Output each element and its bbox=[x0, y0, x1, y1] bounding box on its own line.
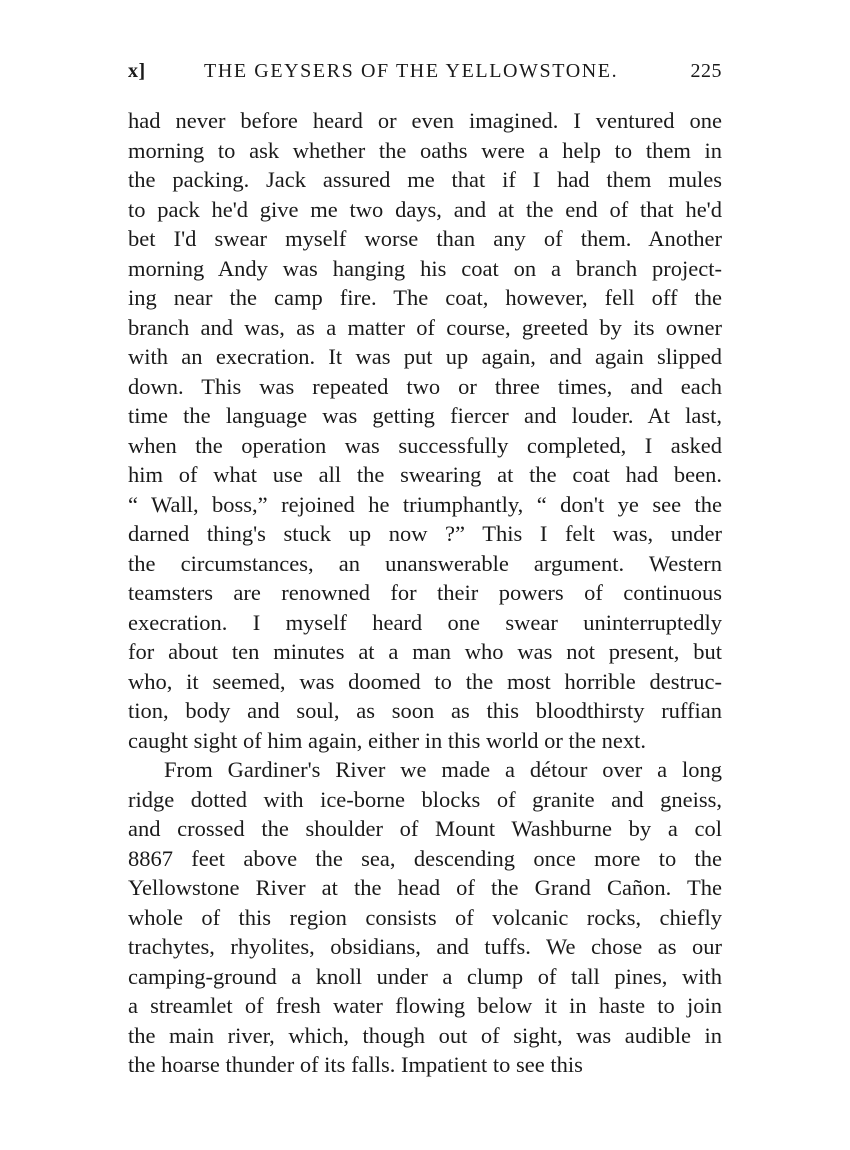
text-line: him of what use all the swearing at the coat had been. bbox=[128, 462, 722, 487]
text-line: time the language was getting fiercer and louder. At last, bbox=[128, 403, 722, 428]
text-line: when the operation was successfully completed, I asked bbox=[128, 432, 722, 458]
text-line: morning to ask whether the oaths were a help to them in bbox=[128, 137, 722, 163]
text-line: ridge dotted with ice-borne blocks of granite and gneiss, bbox=[128, 786, 722, 812]
text-line: had never before heard or even imagined. I ventured one bbox=[128, 108, 722, 133]
text-line: the packing. Jack assured me that if I had them mules bbox=[128, 167, 722, 192]
running-header bbox=[128, 60, 722, 90]
text-line: camping-ground a knoll under a clump of tall pines, with bbox=[128, 963, 722, 989]
text-line: “ Wall, boss,” rejoined he triumphantly, “ don't ye see the bbox=[128, 491, 722, 517]
text-line: branch and was, as a matter of course, greeted by its owner bbox=[128, 314, 722, 340]
text-line: morning Andy was hanging his coat on a branch project- bbox=[128, 255, 722, 281]
text-line: ing near the camp fire. The coat, however, fell off the bbox=[128, 285, 722, 310]
text-line: 8867 feet above the sea, descending once more to the bbox=[128, 845, 722, 871]
text-line: to pack he'd give me two days, and at the end of that he'd bbox=[128, 196, 722, 222]
text-line: with an execration. It was put up again, and again slipped bbox=[128, 344, 722, 369]
text-line: caught sight of him again, either in this world or the next. bbox=[128, 727, 647, 753]
paragraph bbox=[128, 106, 722, 755]
text-line: whole of this region consists of volcanic rocks, chiefly bbox=[128, 904, 722, 930]
text-line: Yellowstone River at the head of the Grand Cañon. The bbox=[128, 875, 722, 900]
text-line: down. This was repeated two or three times, and each bbox=[128, 373, 722, 399]
text-line: execration. I myself heard one swear uninterruptedly bbox=[128, 609, 722, 635]
paragraph bbox=[128, 755, 722, 1080]
text-line: for about ten minutes at a man who was not present, but bbox=[128, 639, 722, 664]
body-text bbox=[128, 106, 722, 1080]
text-line: bet I'd swear myself worse than any of them. Another bbox=[128, 226, 722, 251]
text-line: the circumstances, an unanswerable argument. Western bbox=[128, 550, 722, 576]
chapter-number: x] bbox=[128, 60, 146, 82]
text-line: the main river, which, though out of sight, was audible in bbox=[128, 1022, 722, 1048]
running-title: THE GEYSERS OF THE YELLOWSTONE. bbox=[204, 60, 619, 82]
text-line: teamsters are renowned for their powers of continuous bbox=[128, 580, 722, 605]
text-line: From Gardiner's River we made a détour over a long bbox=[164, 757, 722, 782]
text-line: and crossed the shoulder of Mount Washburne by a col bbox=[128, 816, 722, 841]
text-line: who, it seemed, was doomed to the most horrible destruc- bbox=[128, 668, 722, 694]
text-line: tion, body and soul, as soon as this bloodthirsty ruffian bbox=[128, 698, 722, 723]
text-line: darned thing's stuck up now ?” This I felt was, under bbox=[128, 521, 722, 546]
text-line: the hoarse thunder of its falls. Impatient to see this bbox=[128, 1052, 583, 1077]
text-line: trachytes, rhyolites, obsidians, and tuffs. We chose as our bbox=[128, 934, 722, 959]
page-number: 225 bbox=[690, 60, 722, 82]
text-line: a streamlet of fresh water flowing below it in haste to join bbox=[128, 993, 722, 1018]
